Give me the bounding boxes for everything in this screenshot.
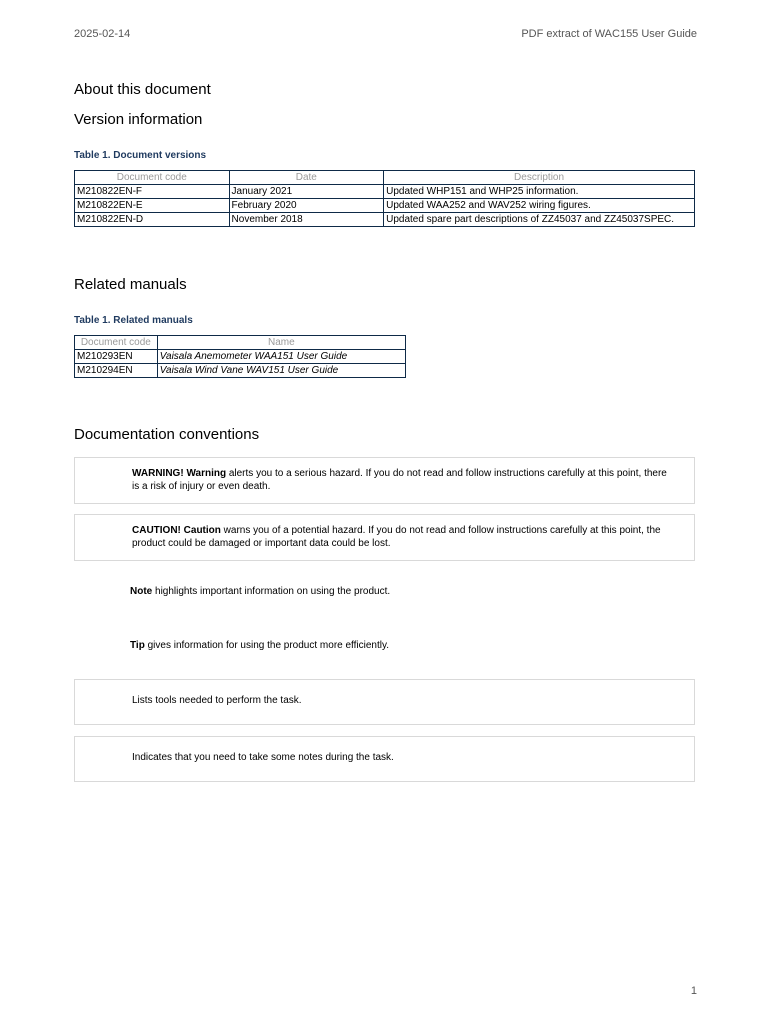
tools-box bbox=[74, 679, 695, 725]
caution-label: CAUTION! Caution bbox=[132, 525, 221, 536]
header-date: 2025-02-14 bbox=[74, 28, 131, 40]
table-cell: M210822EN-E bbox=[75, 199, 230, 213]
column-header-document-code: Document code bbox=[75, 171, 230, 185]
table-caption-related-manuals bbox=[74, 315, 193, 326]
notes-text: Indicates that you need to take some notes during the task. bbox=[132, 752, 394, 763]
note-description: highlights important information on using the product. bbox=[152, 586, 391, 597]
warning-text bbox=[132, 467, 676, 493]
caution-text bbox=[132, 524, 676, 550]
warning-description: alerts you to a serious hazard. If you do not read and follow instructions carefully at this point, there is a risk of injury or even death. bbox=[132, 468, 667, 492]
heading-related-manuals: Related manuals bbox=[74, 276, 187, 293]
caption-text: Related manuals bbox=[113, 315, 193, 326]
warning-label: WARNING! Warning bbox=[132, 468, 227, 479]
caption-prefix: Table 1. bbox=[74, 150, 111, 161]
table-cell: Vaisala Wind Vane WAV151 User Guide bbox=[157, 364, 405, 378]
caution-box bbox=[74, 514, 695, 561]
tip-label: Tip bbox=[130, 640, 145, 651]
tip-description: gives information for using the product more efficiently. bbox=[144, 640, 390, 651]
header-document-title: PDF extract of WAC155 User Guide bbox=[521, 28, 697, 40]
table-cell: Vaisala Anemometer WAA151 User Guide bbox=[157, 350, 405, 364]
table-cell: M210822EN-D bbox=[75, 213, 230, 227]
column-header-description: Description bbox=[384, 171, 695, 185]
tools-text: Lists tools needed to perform the task. bbox=[132, 695, 302, 706]
table-row bbox=[75, 350, 406, 364]
tip-text bbox=[130, 639, 389, 652]
table-header-row bbox=[75, 336, 406, 350]
column-header-document-code: Document code bbox=[75, 336, 158, 350]
heading-documentation-conventions: Documentation conventions bbox=[74, 426, 260, 443]
caption-prefix: Table 1. bbox=[74, 315, 111, 326]
table-row bbox=[75, 185, 695, 199]
table-row bbox=[75, 199, 695, 213]
notes-box bbox=[74, 736, 695, 782]
table-cell: Updated spare part descriptions of ZZ45037 and ZZ45037SPEC. bbox=[384, 213, 695, 227]
table-cell: M210294EN bbox=[75, 364, 158, 378]
caution-description: warns you of a potential hazard. If you do not read and follow instructions carefully at this point, the product could be damaged or important data could be lost. bbox=[132, 525, 661, 549]
table-cell: November 2018 bbox=[229, 213, 384, 227]
heading-about-document: About this document bbox=[74, 81, 211, 98]
table-row bbox=[75, 213, 695, 227]
page-number: 1 bbox=[690, 985, 697, 997]
table-cell: Updated WAA252 and WAV252 wiring figures. bbox=[384, 199, 695, 213]
warning-box bbox=[74, 457, 695, 504]
caption-text: Document versions bbox=[113, 150, 207, 161]
column-header-name: Name bbox=[157, 336, 405, 350]
table-cell: M210822EN-F bbox=[75, 185, 230, 199]
related-manuals-table bbox=[74, 335, 406, 378]
table-cell: January 2021 bbox=[229, 185, 384, 199]
table-cell: Updated WHP151 and WHP25 information. bbox=[384, 185, 695, 199]
column-header-date: Date bbox=[229, 171, 384, 185]
table-caption-document-versions bbox=[74, 150, 206, 161]
note-label: Note bbox=[130, 586, 153, 597]
table-row bbox=[75, 364, 406, 378]
table-header-row bbox=[75, 171, 695, 185]
note-text bbox=[130, 585, 390, 598]
table-cell: M210293EN bbox=[75, 350, 158, 364]
heading-version-information: Version information bbox=[74, 111, 203, 128]
table-cell: February 2020 bbox=[229, 199, 384, 213]
document-versions-table bbox=[74, 170, 695, 227]
